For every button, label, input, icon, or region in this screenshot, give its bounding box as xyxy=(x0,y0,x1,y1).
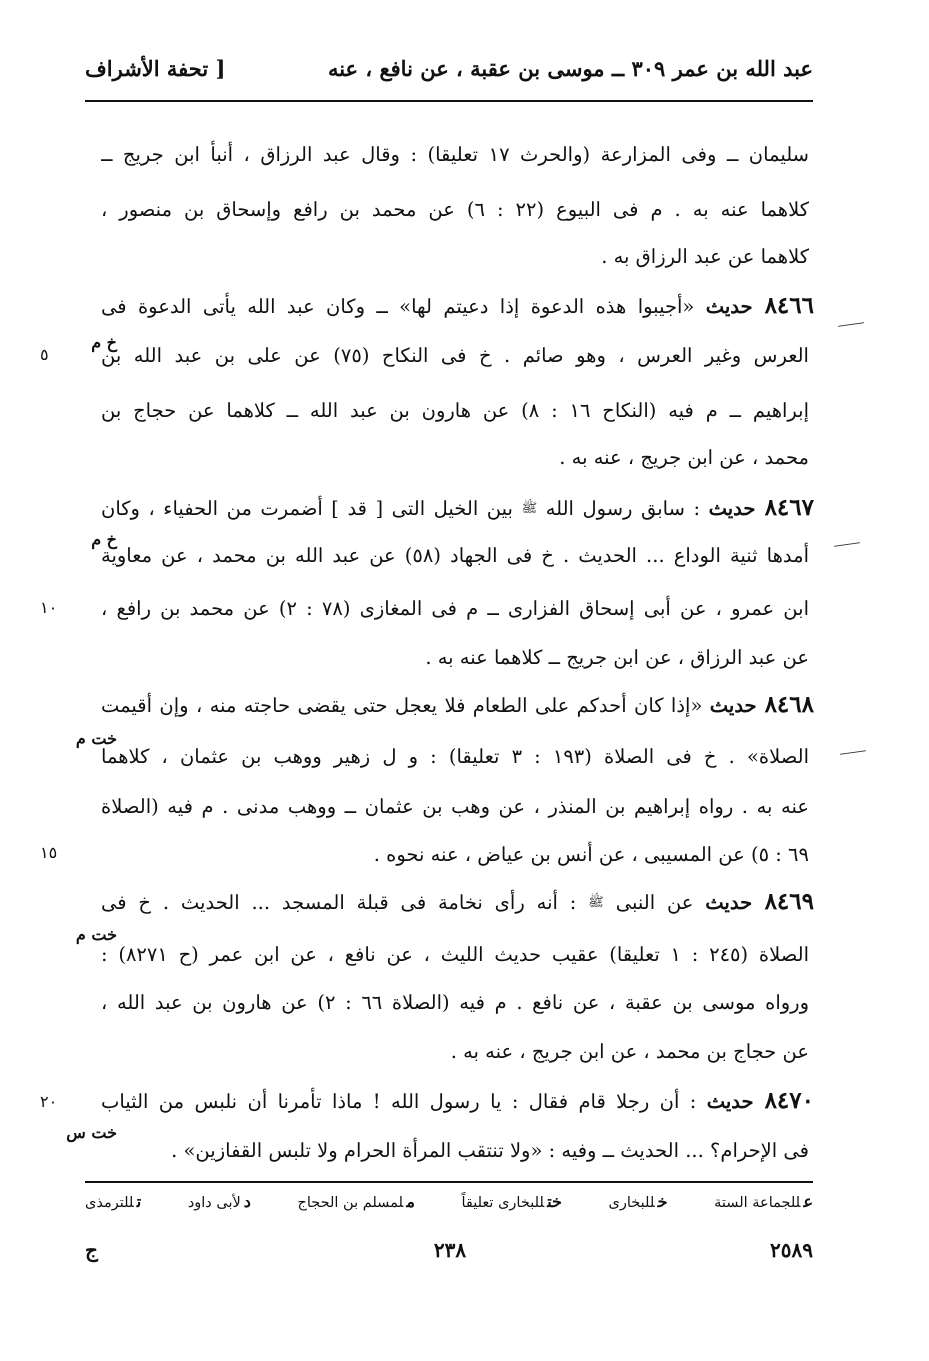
text-line xyxy=(101,242,809,272)
text-line xyxy=(101,443,809,473)
line-number: ٢٠ xyxy=(40,1092,58,1111)
hadith-keyword: حديث xyxy=(708,497,765,520)
source-sigla: خ م xyxy=(91,530,117,549)
legend-item: ملمسلم بن الحجاج xyxy=(297,1192,415,1211)
legend-item: ختللبخارى تعليقاً xyxy=(461,1192,562,1211)
text-line xyxy=(101,1037,809,1067)
line-text: سليمان ــ وفى المزارعة (والحرث ١٧ تعليقا) : وقال عبد الرزاق ، أنبأ ابن جريج ــ xyxy=(101,143,809,166)
line-text: كلاهما عنه به . م فى البيوع (٢٢ : ٦) عن محمد بن رافع وإسحاق بن منصور ، xyxy=(101,198,809,221)
volume-reference: ٢٥٨٩ xyxy=(770,1238,813,1262)
text-line xyxy=(101,195,809,225)
footer-rule xyxy=(85,1181,813,1183)
text-line xyxy=(101,887,814,918)
hadith-keyword: حديث xyxy=(709,694,765,717)
text-line xyxy=(101,594,809,624)
line-text: الصلاة (٢٤٥ : ١ تعليقا) عقيب حديث الليث ، عن نافع ، عن ابن عمر (ح ٨٢٧١) : xyxy=(101,943,809,966)
source-sigla: خ م xyxy=(91,333,117,352)
salla-ligature: ﷺ xyxy=(521,501,538,516)
sigla-legend xyxy=(85,1192,813,1222)
line-text: : أن رجلا قام فقال : يا رسول الله ! ماذا تأمرنا أن نلبس من الثياب xyxy=(101,1090,707,1113)
line-text: ٦٩ : ٥) عن المسيبى ، عن أنس بن عياض ، عنه نحوه . xyxy=(373,843,809,866)
page-footer xyxy=(85,1238,813,1274)
line-text: الصلاة» . خ فى الصلاة (١٩٣ : ٣ تعليقا) : و ل زهير ووهب بن عثمان ، كلاهما xyxy=(101,745,809,768)
text-line xyxy=(101,341,809,371)
text-line xyxy=(101,140,809,170)
text-line xyxy=(101,1086,814,1117)
line-number: ٥ xyxy=(40,345,49,364)
text-line xyxy=(101,1136,809,1166)
text-line xyxy=(101,396,809,426)
salla-ligature: ﷺ xyxy=(588,895,604,910)
text-line xyxy=(101,541,809,571)
book-title: [ تحفة الأشراف xyxy=(85,56,226,81)
text-line xyxy=(101,493,814,524)
text-line xyxy=(101,291,814,322)
source-sigla: خت م xyxy=(75,925,117,944)
line-text: ورواه موسى بن عقبة ، عن نافع . م فيه (الصلاة ٦٦ : ٢) عن هارون بن عبد الله ، xyxy=(101,991,809,1014)
entry-number: ٨٤٦٨ xyxy=(764,691,814,718)
line-text: «أجيبوا هذه الدعوة إذا دعيتم لها» ــ وكان عبد الله يأتى الدعوة فى xyxy=(101,295,706,318)
margin-mark xyxy=(834,542,860,547)
text-line xyxy=(101,792,809,822)
page-number: ٢٣٨ xyxy=(433,1238,467,1262)
header-rule xyxy=(85,100,813,102)
text-line xyxy=(101,840,809,870)
legend-item: تللترمذى xyxy=(85,1192,142,1211)
line-text: فى الإحرام؟ ... الحديث ــ وفيه : «ولا تنتقب المرأة الحرام ولا تلبس القفازين» . xyxy=(171,1139,809,1162)
hadith-keyword: حديث xyxy=(705,891,765,914)
hadith-keyword: حديث xyxy=(706,1090,765,1113)
running-title: عبد الله بن عمر ٣٠٩ ــ موسى بن عقبة ، عن نافع ، عنه xyxy=(327,56,813,81)
legend-item: عللجماعة الستة xyxy=(714,1192,813,1211)
signature-mark: ج xyxy=(85,1238,98,1262)
line-text: : أنه رأى نخامة فى قبلة المسجد ... الحديث . خ فى xyxy=(101,891,589,914)
text-line xyxy=(101,643,809,673)
source-sigla: خت م xyxy=(75,729,117,748)
line-text: إبراهيم ــ م فيه (النكاح ١٦ : ٨) عن هارون بن عبد الله ــ كلاهما عن حجاج بن xyxy=(101,399,809,422)
line-number: ١٠ xyxy=(40,598,58,617)
line-text: عن عبد الرزاق ، عن ابن جريج ــ كلاهما عنه به . xyxy=(425,646,809,669)
legend-item: دلأبى داود xyxy=(187,1192,251,1211)
page-header xyxy=(85,50,813,90)
line-text: عنه به . رواه إبراهيم بن المنذر ، عن وهب بن عثمان ــ ووهب مدنى . م فيه (الصلاة xyxy=(101,795,809,818)
entry-number: ٨٤٦٦ xyxy=(764,292,814,319)
line-text: عن حجاج بن محمد ، عن ابن جريج ، عنه به . xyxy=(450,1040,809,1063)
margin-mark xyxy=(838,322,864,327)
text-line xyxy=(101,742,809,772)
line-text: كلاهما عن عبد الرزاق به . xyxy=(601,245,809,268)
text-line xyxy=(101,690,814,721)
line-text: بين الخيل التى [ قد ] أضمرت من الحفياء ، وكان xyxy=(101,497,522,520)
line-text: العرس وغير العرس ، وهو صائم . خ فى النكاح (٧٥) عن على بن عبد الله بن xyxy=(101,344,809,367)
line-text: أمدها ثنية الوداع ... الحديث . خ فى الجهاد (٥٨) عن عبد الله بن محمد ، عن معاوية xyxy=(101,544,809,567)
legend-item: خللبخارى xyxy=(608,1192,668,1211)
line-text: محمد ، عن ابن جريج ، عنه به . xyxy=(559,446,809,469)
entry-number: ٨٤٧٠ xyxy=(764,1087,814,1114)
source-sigla: خت س xyxy=(66,1123,117,1142)
margin-mark xyxy=(840,750,866,755)
line-text: ابن عمرو ، عن أبى إسحاق الفزارى ــ م فى المغازى (٧٨ : ٢) عن محمد بن رافع ، xyxy=(101,597,809,620)
line-text: «إذا كان أحدكم على الطعام فلا يعجل حتى يقضى حاجته منه ، وإن أقيمت xyxy=(101,694,710,717)
line-text: عن النبى xyxy=(603,891,706,914)
entry-number: ٨٤٦٩ xyxy=(764,888,814,915)
text-line xyxy=(101,988,809,1018)
line-text: : سابق رسول الله xyxy=(537,497,709,520)
entry-number: ٨٤٦٧ xyxy=(764,494,814,521)
text-line xyxy=(101,940,809,970)
hadith-keyword: حديث xyxy=(705,295,765,318)
line-number: ١٥ xyxy=(40,843,58,862)
